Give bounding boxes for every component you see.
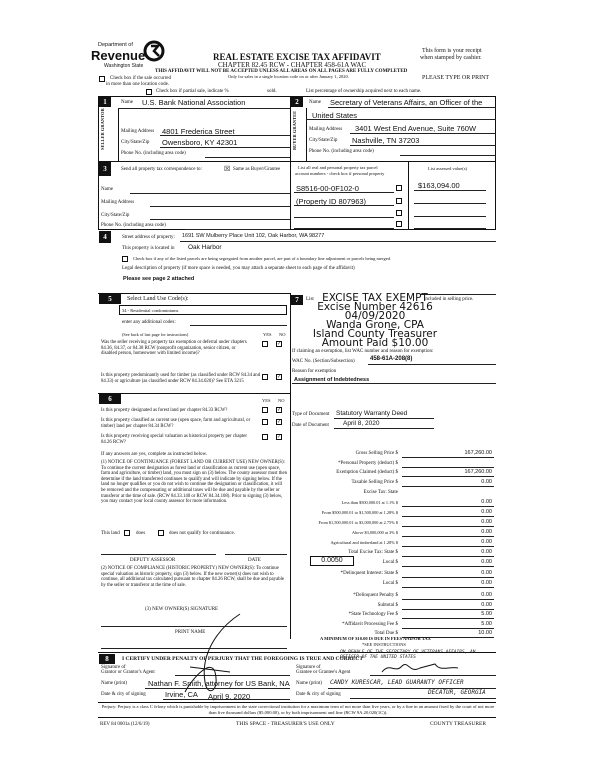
underline xyxy=(150,219,290,220)
tax-row-value: 0.00 xyxy=(481,580,492,586)
current-use-yes-checkbox[interactable] xyxy=(262,419,268,425)
underline xyxy=(402,587,494,588)
tax-row-label: *Delinquent Penalty $ xyxy=(353,593,398,598)
personal-property-checkbox[interactable] xyxy=(396,198,402,204)
underline xyxy=(402,536,494,537)
underline xyxy=(294,217,394,218)
grantor-signing-date: April 9, 2020 xyxy=(208,692,251,701)
underline xyxy=(180,241,496,242)
underline xyxy=(101,554,216,555)
underline xyxy=(306,119,496,120)
additional-codes-field[interactable] xyxy=(190,325,287,326)
same-as-buyer-checkbox[interactable]: ☒ xyxy=(224,165,231,173)
wac-number: 458-61A-208(8) xyxy=(370,356,413,362)
tax-row-value: 167,260.00 xyxy=(464,469,492,475)
underline xyxy=(205,157,290,158)
grantee-note: ON BEHALF OF THE SECRETARY OF VETERANS AFFAIRS, AN OFFICER OF THE UNITED STATES xyxy=(340,650,476,660)
tax-row-label: *Affidavit Processing Fee $ xyxy=(342,622,398,627)
tax-row-label: Excise Tax: State xyxy=(363,490,398,495)
underline xyxy=(328,107,496,108)
tax-row-label: From $500,000.01 to $1,500,000 at 1.28% $ xyxy=(321,510,398,515)
does-not-qualify-checkbox[interactable] xyxy=(158,530,164,536)
tax-row-label: Local $ xyxy=(382,581,398,586)
document-type: Statutory Warranty Deed xyxy=(336,410,408,417)
tax-row-label: Total Due $ xyxy=(374,631,398,636)
underline xyxy=(402,516,494,517)
underline xyxy=(130,193,290,194)
tax-row-value: 167,260.00 xyxy=(464,450,492,456)
underline xyxy=(185,229,290,230)
underline xyxy=(400,155,496,156)
perjury-notice: Perjury: Perjury is a class C felony which is punishable by imprisonment in the state correctional institution for a maximum term of not more than five years, or by a fine in an amount fixed by the court of not more than five thousand dollars ($5,000.00), or by both imprisonment and fine (RCW 9A.20.020(1C)). xyxy=(101,704,495,715)
divider xyxy=(98,717,496,718)
divider xyxy=(408,161,409,230)
tax-row-value: 0.00 xyxy=(481,509,492,515)
multi-location-checkbox[interactable] xyxy=(99,76,105,82)
tax-row-label: Above $3,000,000 at 3% $ xyxy=(351,530,398,535)
tax-row-value: 5.00 xyxy=(481,621,492,627)
underline xyxy=(402,457,494,458)
underline xyxy=(294,228,394,229)
grantee-signing-city: DECATUR, GEORGIA xyxy=(428,689,486,696)
underline xyxy=(402,599,494,600)
does-qualify-checkbox[interactable] xyxy=(124,530,130,536)
property-city: Oak Harbor xyxy=(188,244,222,251)
parcel-number: S8516-00-0F102-0 xyxy=(296,184,359,193)
underline xyxy=(350,133,496,134)
underline xyxy=(368,364,496,365)
underline xyxy=(160,147,290,148)
tax-row-value: 0.00 xyxy=(481,559,492,565)
tax-row-value: 0.00 xyxy=(481,529,492,535)
underline xyxy=(402,476,494,477)
tax-row-label: Gross Selling Price $ xyxy=(355,451,398,456)
document-date: April 8, 2020 xyxy=(343,420,380,427)
underline xyxy=(350,698,496,699)
underline xyxy=(402,609,494,610)
tax-row-value: 0.00 xyxy=(481,602,492,608)
assessed-value: $163,094.00 xyxy=(418,181,460,190)
historic-no-checkbox[interactable]: ✓ xyxy=(277,435,282,440)
underline xyxy=(294,205,394,206)
tax-row-value: 0.00 xyxy=(481,539,492,545)
forest-no-checkbox[interactable]: ✓ xyxy=(277,408,282,413)
underline xyxy=(160,135,290,136)
historic-yes-checkbox[interactable] xyxy=(262,434,268,440)
personal-property-checkbox[interactable] xyxy=(396,210,402,216)
underline xyxy=(414,228,486,229)
tax-row-label: From $1,500,000.01 to $3,000,000 at 2.75% $ xyxy=(318,520,398,525)
underline xyxy=(414,190,486,191)
tax-row-label: *Personal Property (deduct) $ xyxy=(338,461,398,466)
underline xyxy=(150,206,290,207)
underline xyxy=(402,628,494,629)
tax-row-label: Total Excise Tax: State $ xyxy=(348,550,398,555)
tax-row-value: 0.00 xyxy=(481,499,492,505)
underline xyxy=(414,216,486,217)
divider xyxy=(290,96,291,230)
buyer-address: 3401 West End Avenue, Suite 760W xyxy=(355,124,477,133)
underline xyxy=(414,203,486,204)
underline xyxy=(350,145,496,146)
land-use-code-field[interactable]: 34 - Residential condominiums xyxy=(119,305,287,315)
buyer-name: Secretary of Veterans Affairs, an Officer of the xyxy=(330,98,483,107)
segregated-checkbox[interactable] xyxy=(122,256,128,262)
underline xyxy=(294,192,394,193)
tax-row-value: 0.00 xyxy=(481,570,492,576)
tax-row-label: Local $ xyxy=(382,560,398,565)
divider xyxy=(290,293,291,639)
tax-row-value: 0.00 xyxy=(481,519,492,525)
tax-row-value: 0.00 xyxy=(481,592,492,598)
tax-row-value: 10.00 xyxy=(478,630,492,636)
q2-no-checkbox[interactable]: ✓ xyxy=(277,375,282,380)
underline xyxy=(402,566,494,567)
underline xyxy=(402,618,494,619)
tax-row-value: 5.00 xyxy=(481,611,492,617)
partial-sale-checkbox[interactable] xyxy=(146,89,152,95)
seller-name: U.S. Bank National Association xyxy=(142,98,246,107)
divider xyxy=(98,702,496,703)
underline xyxy=(402,546,494,547)
underline xyxy=(118,108,290,109)
legal-description: Please see page 2 attached xyxy=(123,276,195,282)
forest-yes-checkbox[interactable] xyxy=(262,407,268,413)
buyer-city: Nashville, TN 37203 xyxy=(352,136,420,145)
parties-box xyxy=(98,96,496,230)
property-street: 1691 SW Mulberry Place Unit 102, Oak Harbor, WA 98277 xyxy=(182,233,325,239)
underline xyxy=(292,383,496,384)
tax-row-label: Subtotal $ xyxy=(377,603,398,608)
divider xyxy=(98,161,496,162)
local-rate-field: 0.0050 xyxy=(310,556,354,566)
q2-yes-checkbox[interactable] xyxy=(262,374,268,380)
divider xyxy=(118,108,119,161)
tax-row-label: *State Technology Fee $ xyxy=(348,612,398,617)
tax-row-label: Exemption Claimed (deduct) $ xyxy=(336,470,398,475)
personal-property-checkbox[interactable] xyxy=(396,221,402,227)
form-title: REAL ESTATE EXCISE TAX AFFIDAVIT xyxy=(213,52,381,62)
grantee-name: CANDY KURESCAR, LEAD GUARANTY OFFICER xyxy=(330,679,464,686)
exemption-reason: Assignment of Indebtedness xyxy=(294,377,370,383)
underline xyxy=(334,428,434,429)
underline xyxy=(163,699,290,700)
grantee-signature-icon xyxy=(380,660,460,676)
property-id: (Property ID 807963) xyxy=(296,197,367,206)
personal-property-checkbox[interactable] xyxy=(396,185,402,191)
tax-row-label: Agricultural and timberland at 1.28% $ xyxy=(330,540,398,545)
underline xyxy=(402,556,494,557)
current-use-no-checkbox[interactable]: ✓ xyxy=(277,420,282,425)
q1-no-checkbox[interactable]: ✓ xyxy=(277,342,282,347)
divider xyxy=(306,108,307,161)
tax-row-value: 0.00 xyxy=(481,479,492,485)
underline xyxy=(402,526,494,527)
tax-row-label: *Delinquent Interest: State $ xyxy=(340,571,398,576)
seller-city: Owensboro, KY 42301 xyxy=(162,138,238,147)
grantor-name: Nathan F. Smith, attorney for US Bank, NA xyxy=(148,679,290,688)
revenue-logo-icon xyxy=(143,40,165,62)
underline xyxy=(402,467,494,468)
underline xyxy=(225,554,287,555)
underline xyxy=(402,486,494,487)
tax-row-value: 0.00 xyxy=(481,549,492,555)
underline xyxy=(402,577,494,578)
underline xyxy=(145,688,290,689)
seller-address: 4801 Frederica Street xyxy=(162,127,235,136)
tax-row-label: Less than $500,000.01 at 1.1% $ xyxy=(341,500,398,505)
tax-row-label: Taxable Selling Price $ xyxy=(351,480,398,485)
divider xyxy=(98,393,290,394)
q1-yes-checkbox[interactable] xyxy=(262,341,268,347)
underline xyxy=(402,506,494,507)
divider xyxy=(98,293,290,294)
underline xyxy=(334,418,434,419)
grantor-signing-city: Irvine, CA xyxy=(165,690,198,699)
